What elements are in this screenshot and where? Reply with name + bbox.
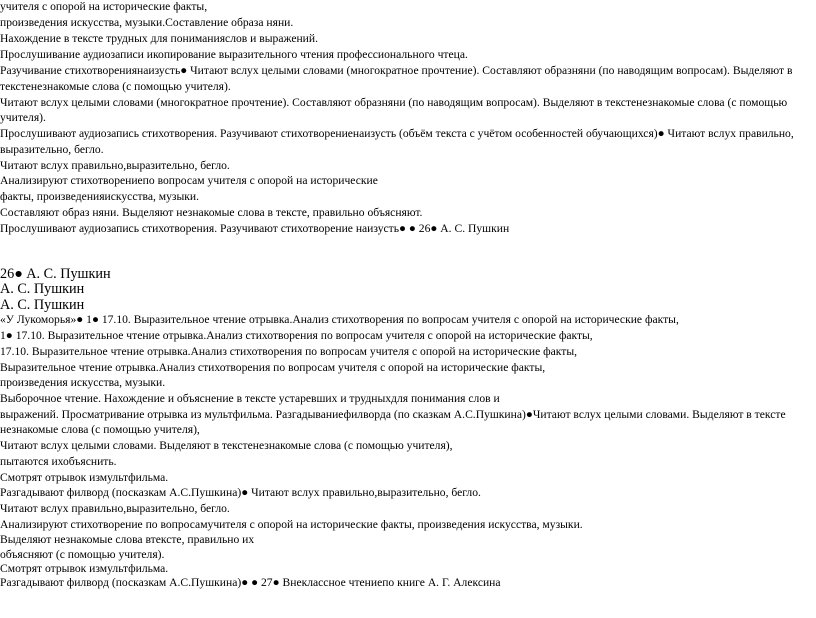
text-line: учителя).	[0, 111, 46, 124]
text-line: А. С. Пушкин	[0, 281, 85, 297]
text-line: факты, произведенияискусства, музыки.	[0, 190, 200, 203]
text-line: 17.10. Выразительное чтение отрывка.Анализ стихотворения по вопросам учителя с опорой на исторические факты,	[0, 345, 578, 358]
text-line: Читают вслух правильно,выразительно, бегло.	[0, 159, 230, 172]
text-line: 1● 17.10. Выразительное чтение отрывка.Анализ стихотворения по вопросам учителя с опорой на исторические факты,	[0, 329, 593, 342]
text-line: Читают вслух правильно,выразительно, бегло.	[0, 502, 230, 515]
text-line: учителя с опорой на исторические факты,	[0, 0, 208, 13]
text-line: Прослушивают аудиозапись стихотворения. Разучивают стихотворение наизусть● ● 26● А. С. Пушкин	[0, 222, 510, 235]
text-line: Разгадывают филворд (посказкам А.С.Пушкина)● Читают вслух правильно,выразительно, бегло.	[0, 486, 481, 499]
text-line: незнакомые слова (с помощью учителя),	[0, 423, 200, 436]
text-line: Читают вслух целыми словами. Выделяют в текстенезнакомые слова (с помощью учителя),	[0, 439, 453, 452]
text-line: А. С. Пушкин	[0, 297, 85, 313]
text-line: выражений. Просматривание отрывка из мультфильма. Разгадываниефилворда (по сказкам А.С.Пушкина)●Читают вслух целыми словами. Выделяют в тексте	[0, 408, 786, 421]
text-line: Смотрят отрывок измультфильма.	[0, 562, 169, 575]
text-line: Выборочное чтение. Нахождение и объяснение в тексте устаревших и трудныхдля понимания слов и	[0, 392, 500, 405]
text-line: Прослушивание аудиозаписи икопирование выразительного чтения профессионального чтеца.	[0, 48, 468, 61]
text-line: 26● А. С. Пушкин	[0, 266, 111, 282]
text-line: произведения искусства, музыки.Составление образа няни.	[0, 16, 294, 29]
text-line: Анализируют стихотворение по вопросамучителя с опорой на исторические факты, произведения искусства, музыки.	[0, 518, 583, 531]
text-line: Нахождение в тексте трудных для пониманияслов и выражений.	[0, 32, 318, 45]
text-line: Анализируют стихотворениепо вопросам учителя с опорой на исторические	[0, 174, 378, 187]
text-line: выразительно, бегло.	[0, 143, 104, 156]
text-line: Смотрят отрывок измультфильма.	[0, 471, 169, 484]
text-line: Выразительное чтение отрывка.Анализ стихотворения по вопросам учителя с опорой на исторические факты,	[0, 361, 546, 374]
text-line: «У Лукоморья»● 1● 17.10. Выразительное чтение отрывка.Анализ стихотворения по вопросам учителя с опорой на исторические факты,	[0, 313, 679, 326]
text-line: текстенезнакомые слова (с помощью учителя).	[0, 80, 231, 93]
text-line: Составляют образ няни. Выделяют незнакомые слова в тексте, правильно объясняют.	[0, 206, 423, 219]
text-line: объясняют (с помощью учителя).	[0, 548, 165, 561]
text-line: Прослушивают аудиозапись стихотворения. Разучивают стихотворениенаизусть (объём текста с учётом особенностей обучающихся)● Читают вслух правильно,	[0, 127, 794, 140]
text-line: Разучивание стихотворениянаизусть● Читают вслух целыми словами (многократное прочтение). Составляют образняни (по наводящим вопросам). Выделяют в	[0, 64, 793, 77]
text-line: Выделяют незнакомые слова втексте, правильно их	[0, 533, 255, 546]
text-line: произведения искусства, музыки.	[0, 376, 166, 389]
text-line: Читают вслух целыми словами (многократное прочтение). Составляют образняни (по наводящим вопросам). Выделяют в текстенезнакомые слова (с помощью	[0, 96, 788, 109]
text-line: Разгадывают филворд (посказкам А.С.Пушкина)● ● 27● Внеклассное чтениепо книге А. Г. Алексина	[0, 576, 501, 589]
text-line: пытаются ихобъяснить.	[0, 455, 117, 468]
